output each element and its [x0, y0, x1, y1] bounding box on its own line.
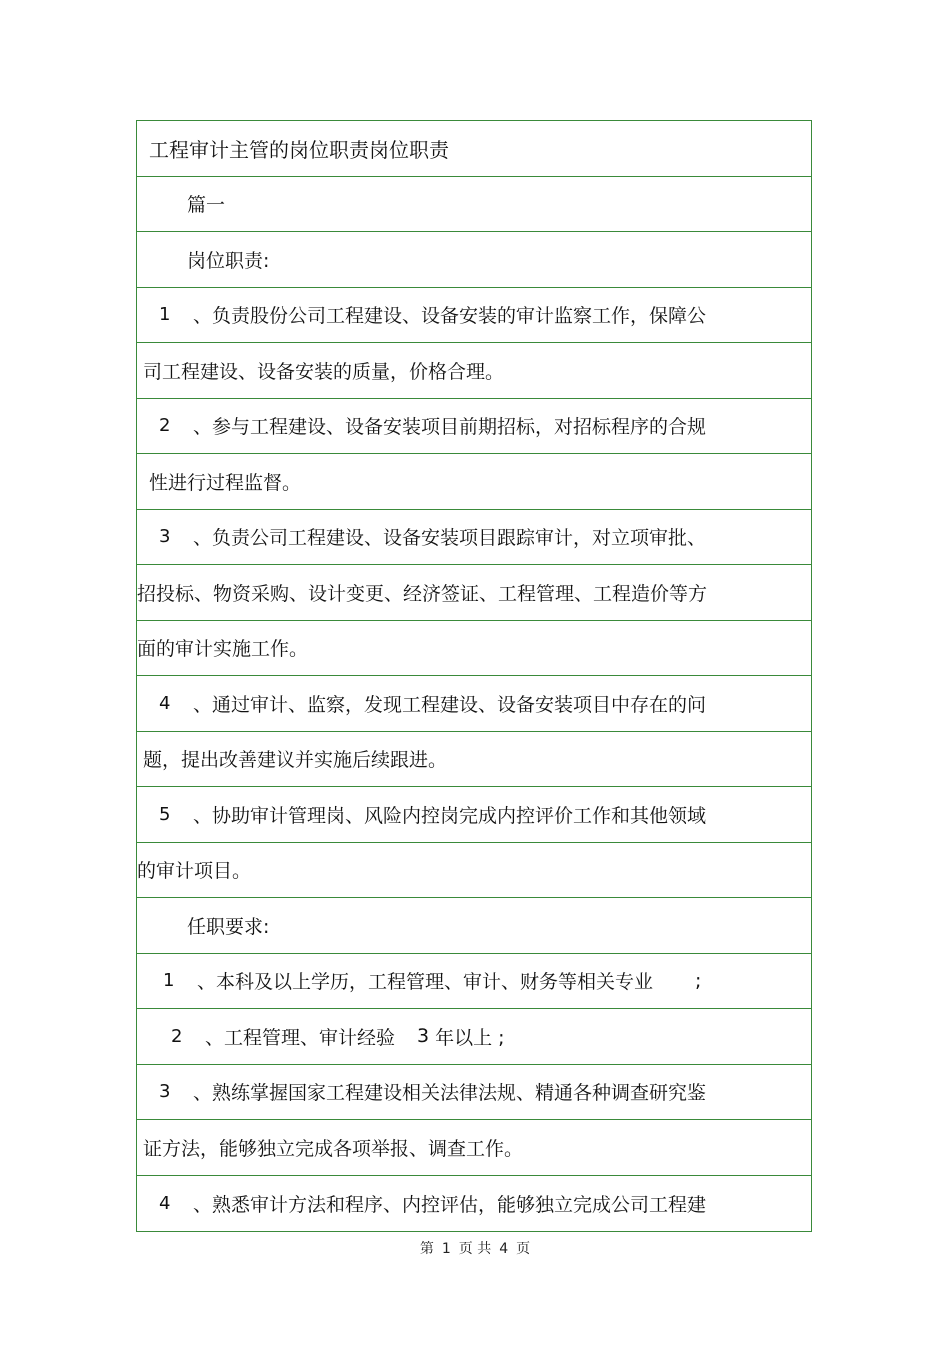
duty-number: 1 [159, 304, 171, 326]
requirement-item-3 [137, 1065, 811, 1121]
requirement-tail: ; [695, 969, 702, 992]
duty-item-2 [137, 399, 811, 455]
requirement-text: 、本科及以上学历，工程管理、审计、财务等相关专业 [197, 971, 654, 994]
footer-suffix: 页 [516, 1241, 531, 1257]
duty-item-5 [137, 787, 811, 843]
document-table [136, 120, 812, 1232]
footer-total-pages: 4 [499, 1241, 509, 1257]
requirement-item-4 [137, 1176, 811, 1232]
duty-item-3-cont: 招投标、物资采购、设计变更、经济签证、工程管理、工程造价等方 [137, 565, 811, 621]
duty-item-2-cont: 性进行过程监督。 [137, 454, 811, 510]
duty-item-4 [137, 676, 811, 732]
requirement-text: 、熟悉审计方法和程序、内控评估，能够独立完成公司工程建 [193, 1193, 707, 1216]
duty-number: 2 [159, 415, 171, 437]
requirement-number: 1 [163, 970, 175, 992]
duty-text: 、参与工程建设、设备安装项目前期招标，对招标程序的合规 [193, 416, 707, 439]
duty-text: 、负责公司工程建设、设备安装项目跟踪审计，对立项审批、 [193, 527, 707, 550]
section-label: 篇一 [137, 177, 811, 233]
duty-number: 3 [159, 526, 171, 548]
requirement-text-b: 年以上 ; [435, 1026, 505, 1049]
requirement-years: 3 [417, 1025, 430, 1048]
duty-item-3-cont2: 面的审计实施工作。 [137, 621, 811, 677]
duty-item-5-cont: 的审计项目。 [137, 843, 811, 899]
document-title: 工程审计主管的岗位职责岗位职责 [137, 121, 811, 177]
requirement-item-1 [137, 954, 811, 1010]
requirement-number: 3 [159, 1081, 171, 1103]
duty-text: 、通过审计、监察，发现工程建设、设备安装项目中存在的问 [193, 693, 707, 716]
requirement-number: 2 [171, 1025, 183, 1047]
duties-heading: 岗位职责: [137, 232, 811, 288]
duty-item-3 [137, 510, 811, 566]
footer-mid: 页 共 [458, 1241, 492, 1257]
duty-text: 、协助审计管理岗、风险内控岗完成内控评价工作和其他领域 [193, 804, 707, 827]
requirement-item-3-cont: 证方法，能够独立完成各项举报、调查工作。 [137, 1120, 811, 1176]
requirement-text: 、熟练掌握国家工程建设相关法律法规、精通各种调查研究鉴 [193, 1082, 707, 1105]
duty-number: 5 [159, 803, 171, 825]
requirement-item-2 [137, 1009, 811, 1065]
footer-page-number: 1 [441, 1241, 451, 1257]
duty-item-4-cont: 题，提出改善建议并实施后续跟进。 [137, 732, 811, 788]
footer-prefix: 第 [419, 1241, 434, 1257]
duty-text: 、负责股份公司工程建设、设备安装的审计监察工作，保障公 [193, 305, 707, 328]
duty-item-1-cont: 司工程建设、设备安装的质量，价格合理。 [137, 343, 811, 399]
requirement-text: 、工程管理、审计经验 [205, 1026, 396, 1049]
requirements-heading: 任职要求: [137, 898, 811, 954]
requirement-number: 4 [159, 1192, 171, 1214]
duty-number: 4 [159, 692, 171, 714]
duty-item-1 [137, 288, 811, 344]
page-footer [0, 1238, 950, 1258]
